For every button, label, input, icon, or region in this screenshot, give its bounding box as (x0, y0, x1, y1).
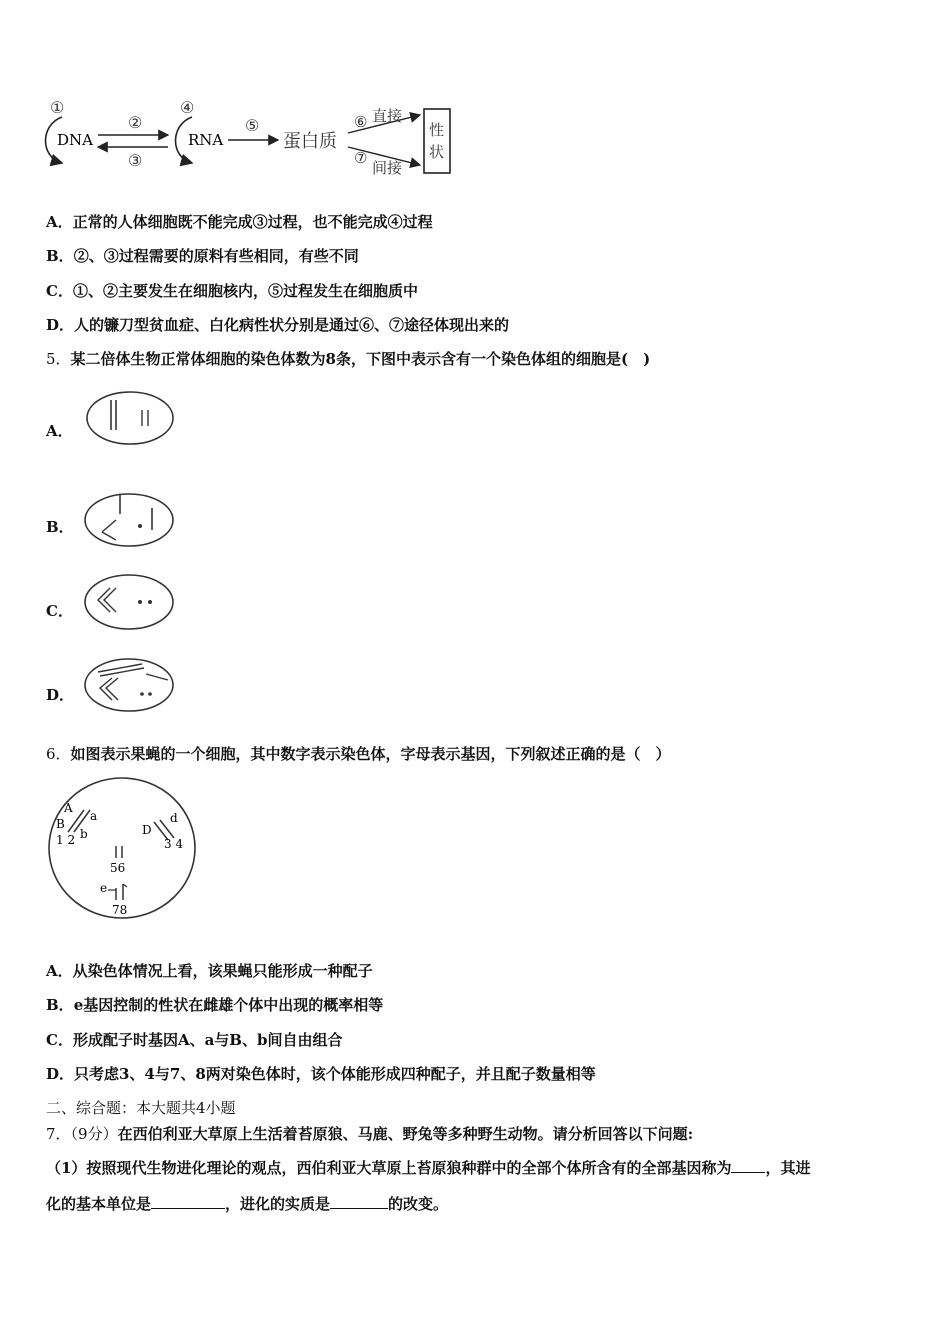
chromosome-5-6: 56 (110, 861, 126, 875)
q4-option-b: B．②、③过程需要的原料有些相同，有些不同 (46, 247, 359, 265)
gene-B: B (56, 817, 65, 831)
q7-part1-line2: 化的基本单位是 ，进化的实质是 的改变。 (46, 1195, 449, 1213)
q5-option-d-label: D． (46, 686, 75, 704)
chromosome-3-4: 3 4 (164, 837, 184, 851)
central-dogma-diagram (40, 95, 460, 185)
q4-option-d: D．人的镰刀型贫血症、白化病性状分别是通过⑥、⑦途径体现出来的 (46, 316, 510, 334)
label-c6: ⑥ (354, 113, 368, 131)
gene-a: a (90, 809, 98, 823)
rna-node: RNA (188, 131, 224, 149)
section-2-heading: 二、综合题：本大题共4小题 (46, 1099, 236, 1117)
gene-b: b (80, 827, 88, 841)
q6-option-b: B．e基因控制的性状在雌雄个体中出现的概率相等 (46, 996, 384, 1014)
label-indirect: 间接 (372, 159, 403, 177)
q6-fruitfly-cell (46, 776, 202, 922)
q5-cell-a (84, 388, 176, 448)
answer-blank-2[interactable] (151, 1194, 225, 1209)
trait-node-2: 状 (429, 143, 445, 161)
q6-option-a: A．从染色体情况上看，该果蝇只能形成一种配子 (46, 962, 373, 980)
q5-option-a-label: A． (46, 422, 73, 440)
gene-d: d (170, 811, 178, 825)
trait-box (424, 109, 450, 173)
q6-option-c: C．形成配子时基因A、a与B、b间自由组合 (46, 1031, 343, 1049)
q7-part1-line1: （1）按照现代生物进化理论的观点，西伯利亚大草原上苔原狼种群中的全部个体所含有的全部基因称为 ，其进 (46, 1159, 811, 1177)
q4-option-c: C．①、②主要发生在细胞核内，⑤过程发生在细胞质中 (46, 282, 418, 300)
q5-cell-d (82, 656, 176, 714)
q7-stem: 7．（9分）在西伯利亚大草原上生活着苔原狼、马鹿、野兔等多种野生动物。请分析回答以下问题: (46, 1125, 694, 1143)
label-c2: ② (128, 113, 143, 132)
q6-option-d: D．只考虑3、4与7、8两对染色体时，该个体能形成四种配子，并且配子数量相等 (46, 1065, 596, 1083)
q4-option-a: A．正常的人体细胞既不能完成③过程，也不能完成④过程 (46, 213, 433, 231)
gene-A: A (64, 801, 73, 815)
q5-option-c-label: C． (46, 602, 73, 620)
chromosome-1-2: 1 2 (56, 833, 76, 847)
answer-blank-3[interactable] (330, 1194, 388, 1209)
label-c7: ⑦ (354, 149, 368, 167)
trait-node-1: 性 (429, 121, 445, 139)
label-c4: ④ (180, 98, 195, 117)
q5-cell-b (82, 490, 176, 550)
protein-node: 蛋白质 (283, 131, 337, 152)
label-direct: 直接 (372, 107, 403, 125)
q5-option-b-label: B． (46, 518, 74, 536)
dna-node: DNA (57, 131, 93, 149)
q5-stem: 5．某二倍体生物正常体细胞的染色体数为8条，下图中表示含有一个染色体组的细胞是( ) (46, 350, 651, 368)
q5-cell-c (82, 572, 176, 632)
q6-stem: 6．如图表示果蝇的一个细胞，其中数字表示染色体，字母表示基因，下列叙述正确的是（ ） (46, 745, 671, 763)
chromosome-7-8: 78 (112, 903, 128, 917)
answer-blank-1[interactable] (731, 1158, 765, 1173)
label-c1: ① (50, 98, 65, 117)
gene-D: D (142, 823, 152, 837)
gene-e: e (100, 881, 108, 895)
label-c5: ⑤ (245, 116, 260, 135)
label-c3: ③ (128, 151, 143, 170)
